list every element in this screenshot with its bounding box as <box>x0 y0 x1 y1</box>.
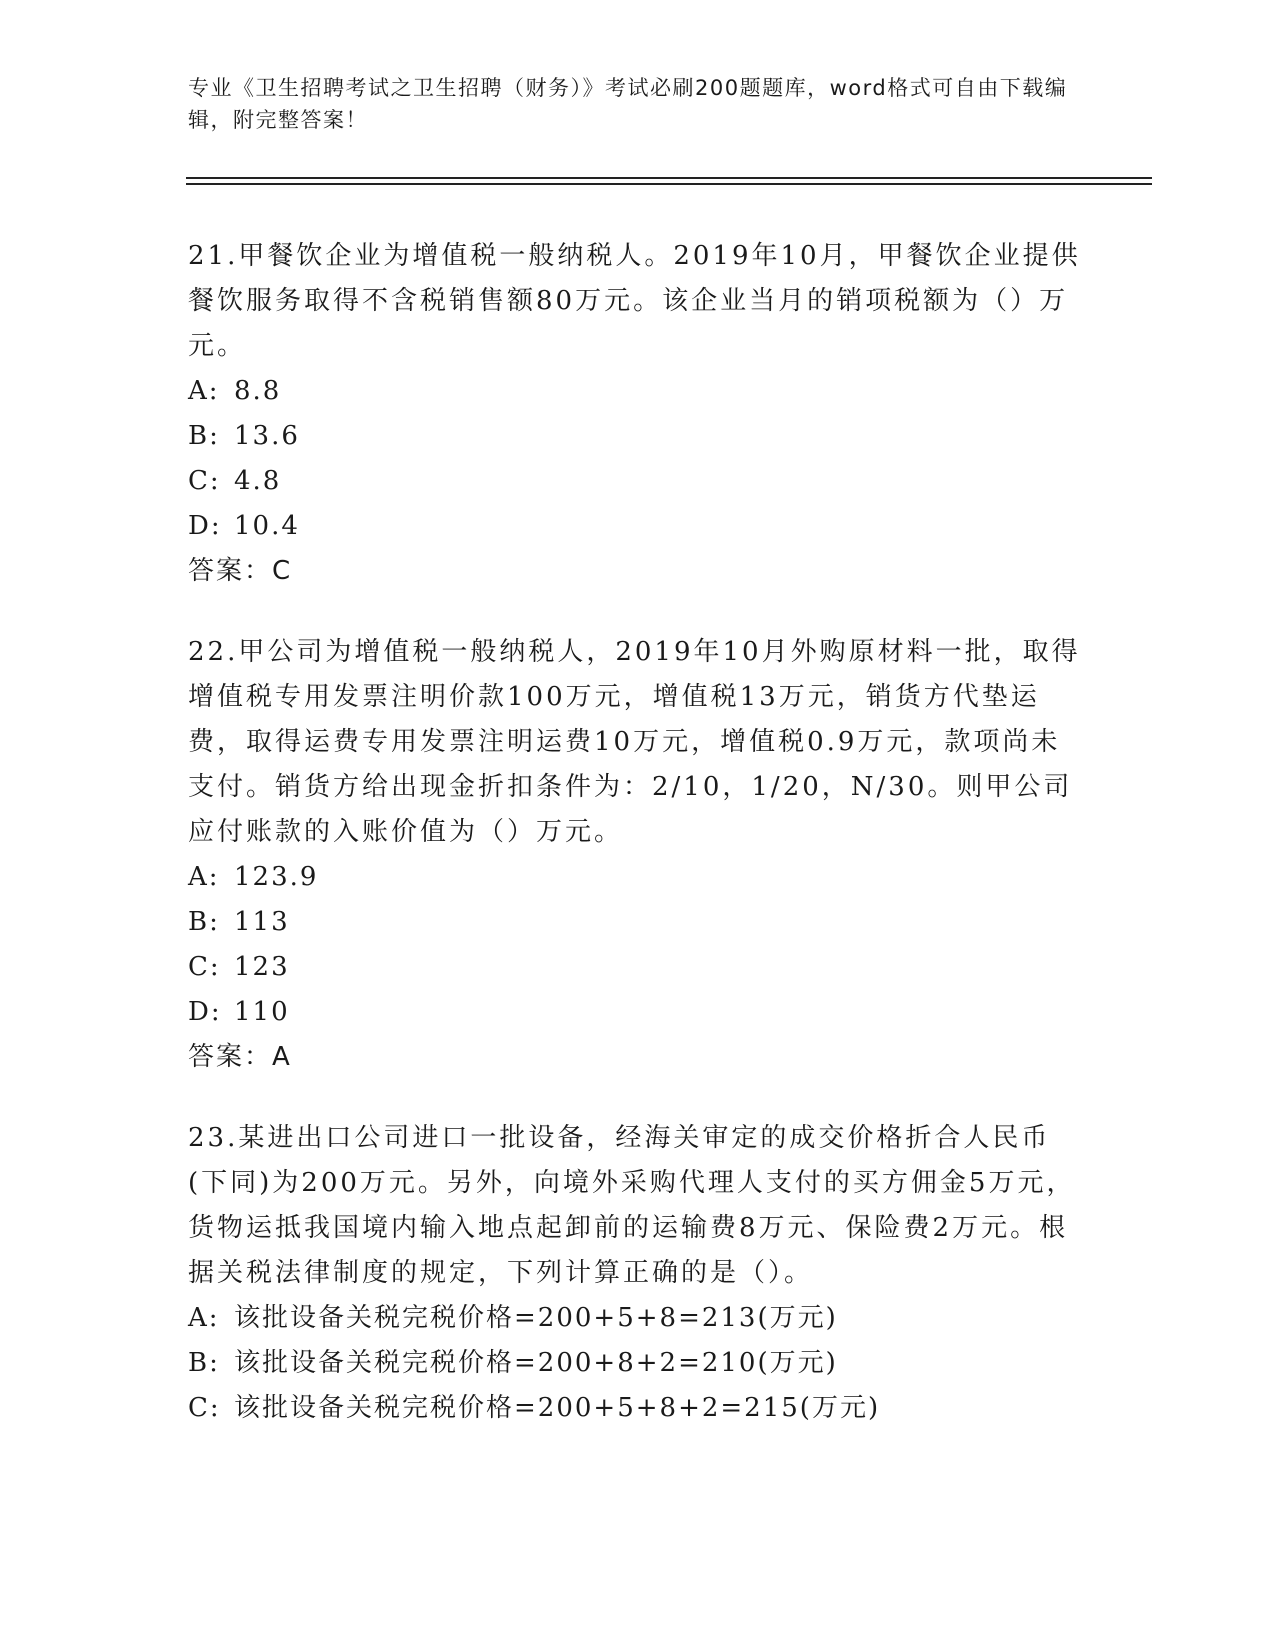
option-text: 10.4 <box>234 511 300 541</box>
option-b <box>188 1341 1088 1386</box>
option-b <box>188 414 1088 459</box>
option-a <box>188 855 1088 900</box>
option-a <box>188 1296 1088 1341</box>
option-label: C: <box>188 952 221 982</box>
question-stem: 22.甲公司为增值税一般纳税人，2019年10月外购原材料一批，取得增值税专用发票注明价款100万元，增值税13万元，销货方代垫运费，取得运费专用发票注明运费10万元，增值税0.9万元，款项尚未支付。销货方给出现金折扣条件为：2/10，1/20，N/30。则甲公司应付账款的入账价值为（）万元。 <box>188 637 1081 847</box>
option-a <box>188 369 1088 414</box>
option-d <box>188 990 1088 1035</box>
option-text: 123.9 <box>234 862 319 892</box>
option-text: 该批设备关税完税价格=200+5+8+2=215(万元) <box>234 1393 881 1423</box>
header-divider-bottom <box>186 183 1152 185</box>
answer-line: 答案：C <box>188 556 293 586</box>
question-stem: 23.某进出口公司进口一批设备，经海关审定的成交价格折合人民币(下同)为200万元。另外，向境外采购代理人支付的买方佣金5万元，货物运抵我国境内输入地点起卸前的运输费8万元、保险费2万元。根据关税法律制度的规定，下列计算正确的是（）。 <box>188 1123 1076 1288</box>
option-label: B: <box>188 421 220 451</box>
option-label: A: <box>188 376 220 406</box>
option-label: A: <box>188 1303 220 1333</box>
header-divider-top <box>186 177 1152 179</box>
option-text: 该批设备关税完税价格=200+8+2=210(万元) <box>234 1348 838 1378</box>
question-list <box>188 234 1088 1467</box>
option-label: D: <box>188 997 222 1027</box>
option-label: A: <box>188 862 220 892</box>
option-text: 113 <box>234 907 290 937</box>
option-label: C: <box>188 466 221 496</box>
option-b <box>188 900 1088 945</box>
question-23 <box>188 1116 1088 1431</box>
option-d <box>188 504 1088 549</box>
option-c <box>188 945 1088 990</box>
option-label: B: <box>188 907 220 937</box>
option-c <box>188 1386 1088 1431</box>
question-22 <box>188 630 1088 1080</box>
option-label: D: <box>188 511 222 541</box>
option-label: C: <box>188 1393 221 1423</box>
option-text: 8.8 <box>234 376 282 406</box>
option-label: B: <box>188 1348 220 1378</box>
option-text: 4.8 <box>234 466 282 496</box>
option-text: 该批设备关税完税价格=200+5+8=213(万元) <box>234 1303 838 1333</box>
question-21 <box>188 234 1088 594</box>
option-c <box>188 459 1088 504</box>
question-stem: 21.甲餐饮企业为增值税一般纳税人。2019年10月，甲餐饮企业提供餐饮服务取得不含税销售额80万元。该企业当月的销项税额为（）万元。 <box>188 241 1081 361</box>
document-header: 专业《卫生招聘考试之卫生招聘（财务）》考试必刷200题题库，word格式可自由下载编辑，附完整答案！ <box>188 76 1068 132</box>
option-text: 123 <box>234 952 290 982</box>
option-text: 110 <box>234 997 290 1027</box>
answer-line: 答案：A <box>188 1042 292 1072</box>
option-text: 13.6 <box>234 421 300 451</box>
